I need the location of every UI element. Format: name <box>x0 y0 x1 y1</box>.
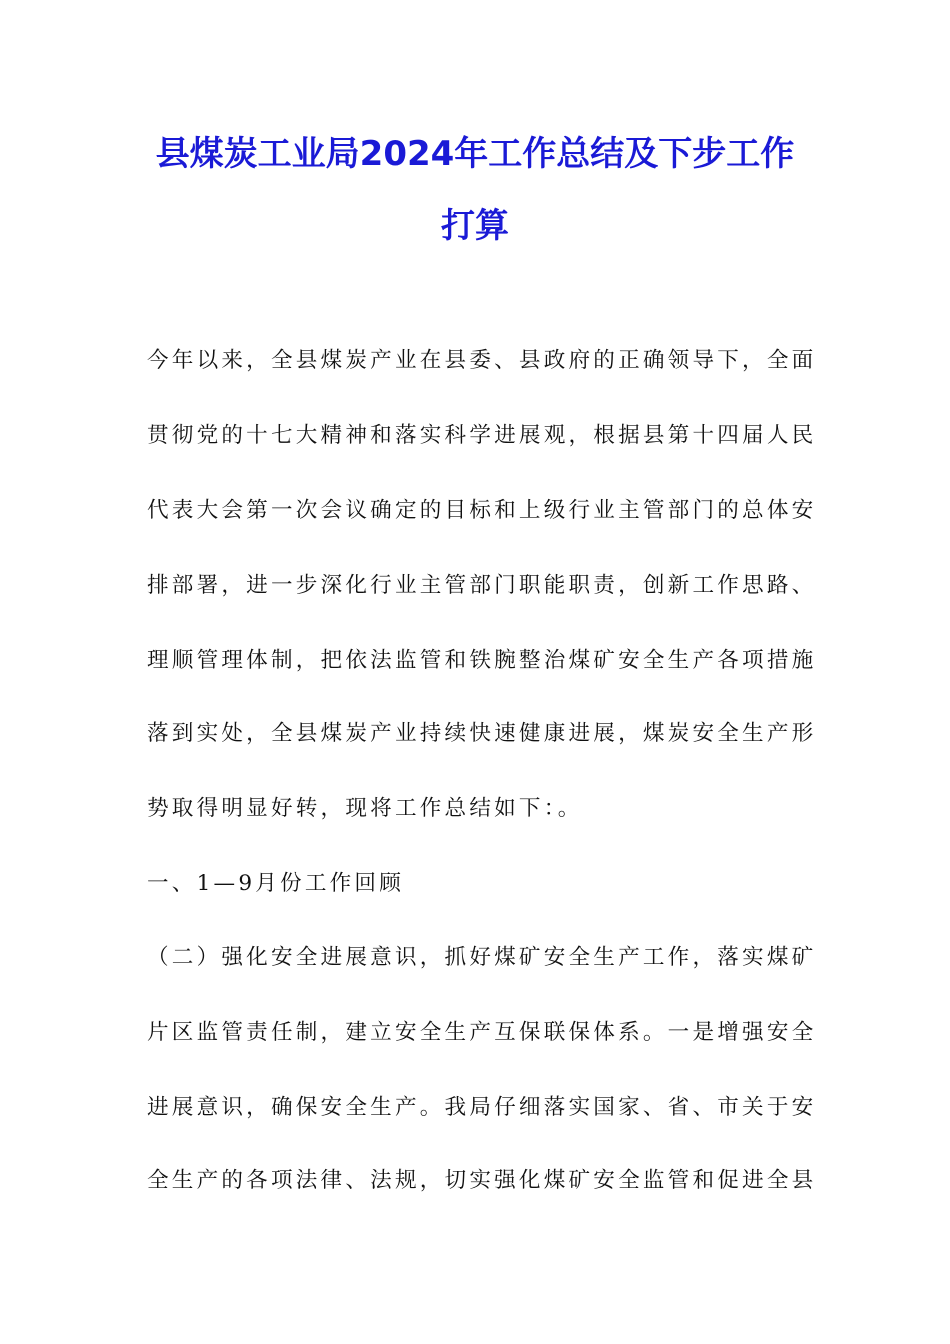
paragraph-line: 代表大会第一次会议确定的目标和上级行业主管部门的总体安 <box>147 498 817 523</box>
paragraph-line: 落到实处，全县煤炭产业持续快速健康进展，煤炭安全生产形 <box>147 721 817 746</box>
paragraph-line: 贯彻党的十七大精神和落实科学进展观，根据县第十四届人民 <box>147 423 817 448</box>
paragraph-line: 理顺管理体制，把依法监管和铁腕整治煤矿安全生产各项措施 <box>147 648 817 673</box>
paragraph-line: 全生产的各项法律、法规，切实强化煤矿安全监管和促进全县 <box>147 1168 817 1193</box>
document-title-line-1: 县煤炭工业局2024年工作总结及下步工作 <box>155 134 795 174</box>
paragraph-line: （二）强化安全进展意识，抓好煤矿安全生产工作，落实煤矿 <box>147 945 817 970</box>
paragraph-line: 进展意识，确保安全生产。我局仔细落实国家、省、市关于安 <box>147 1095 817 1120</box>
paragraph-line: 排部署，进一步深化行业主管部门职能职责，创新工作思路、 <box>147 573 817 598</box>
document-title-line-2: 打算 <box>441 206 509 246</box>
paragraph-line: 势取得明显好转，现将工作总结如下：。 <box>147 796 583 821</box>
section-heading: 一、1—9月份工作回顾 <box>147 871 405 896</box>
paragraph-line: 片区监管责任制，建立安全生产互保联保体系。一是增强安全 <box>147 1020 817 1045</box>
paragraph-line: 今年以来，全县煤炭产业在县委、县政府的正确领导下，全面 <box>147 348 817 373</box>
